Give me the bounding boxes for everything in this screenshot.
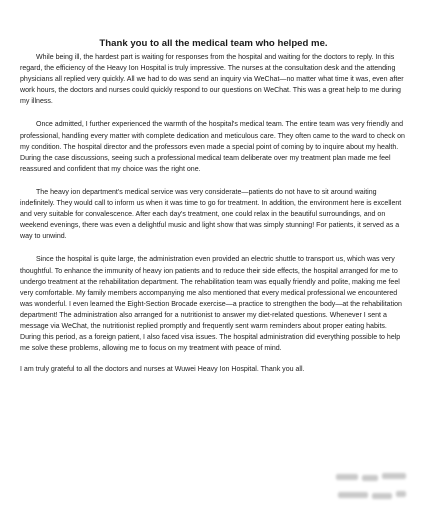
- paragraph-administration-rehabilitation: Since the hospital is quite large, the administration even provided an electric shuttle to transport us, which was very thoughtful. To enhance the immunity of heavy ion patients and to reduce their side effects, the hospital arranged for me to undergo treatment at the rehabilitation department. The rehabilitation team was equally friendly and polite, making me feel very comfortable. My family members accompanying me also mentioned that every medical professional we encountered was wonderful. I even learned the Eight-Section Brocade exercise—a practice to strengthen the body—at the rehabilitation department! The administration also arranged for a nutritionist to answer my diet-related questions. Whenever I sent a message via WeChat, the nutritionist replied promptly and frequently sent warm reminders about proper eating habits. During this period, as a foreign patient, I also faced visa issues. The hospital administration did everything possible to help me solve these problems, allowing me to focus on my treatment with peace of mind.: [20, 256, 402, 353]
- signature-blur-5: [372, 493, 392, 499]
- paragraph-medical-team-warmth: Once admitted, I further experienced the warmth of the hospital's medical team. The entire team was very friendly and professional, handling every matter with complete dedication and meticulous care. They often came to the ward to check on my condition. The hospital director and the professors even made a special point of coming by to inquire about my health. During the case discussions, seeing such a professional medical team deliberate over my treatment plan made me feel reassured and confident that my choice was the right one.: [20, 121, 405, 173]
- paragraph-heavy-ion-service: The heavy ion department's medical service was very considerate—patients do not have to sit around waiting indefinitely. They would call to inform us when it was time to go for treatment. In addition, the environment here is excellent and very suitable for convalescence. After each day's treatment, one could relax in the beautiful surroundings, and on weekend evenings, there was even a delightful music and light show that was simply stunning! For patients, it served as a way to unwind.: [20, 188, 402, 241]
- signature-blur-1: [336, 474, 358, 480]
- signature-blur-3: [382, 473, 406, 479]
- signature-blur-6: [396, 491, 406, 497]
- paragraph-waiting-responses: While being ill, the hardest part is waiting for responses from the hospital and waiting for the doctors to reply. In this regard, the efficiency of the Heavy Ion Hospital is truly impressive. The nurses at the consultation desk and the attending physicians all replied very quickly. All we had to do was send an inquiry via WeChat—no matter what time it was, even after work hours, the doctors and nurses could quickly respond to our questions on WeChat. This was a great help to me during my illness.: [20, 54, 404, 106]
- paragraph-closing-thanks: I am truly grateful to all the doctors and nurses at Wuwei Heavy Ion Hospital. Thank you all.: [20, 366, 305, 374]
- blurred-signature: [336, 472, 410, 510]
- signature-blur-2: [362, 475, 378, 481]
- letter-title: Thank you to all the medical team who helped me.: [99, 38, 328, 49]
- signature-blur-4: [338, 492, 368, 498]
